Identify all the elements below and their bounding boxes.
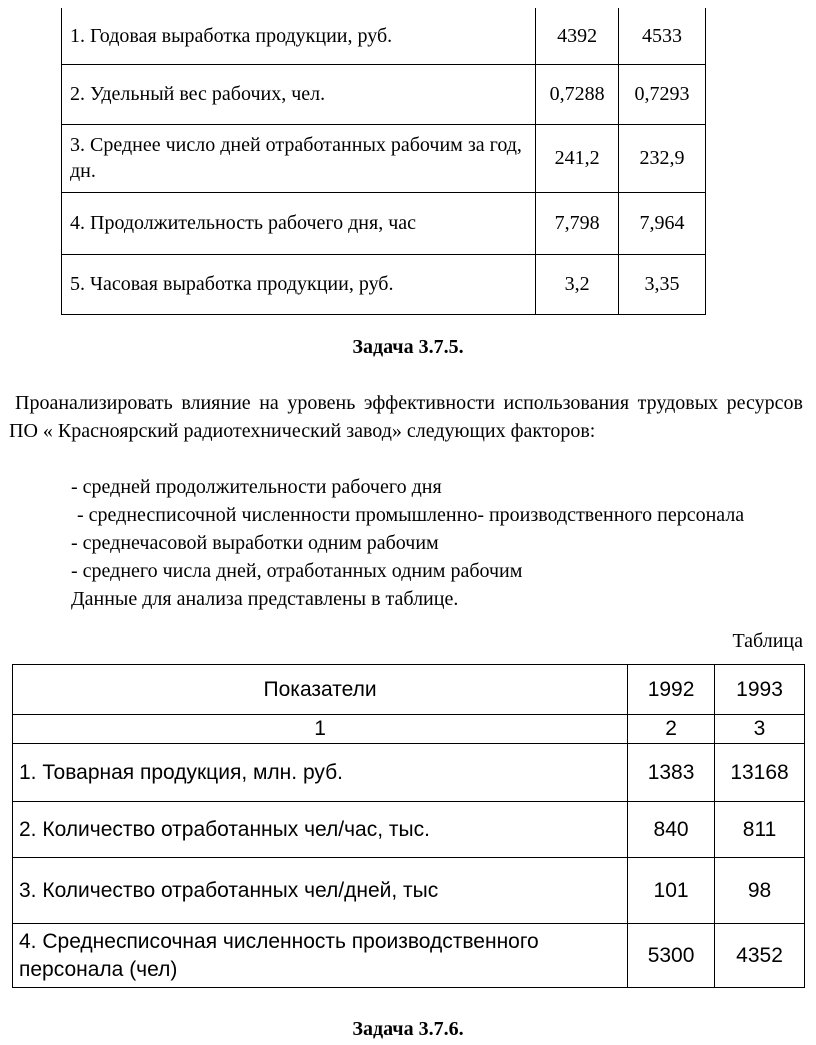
task-title: Задача 3.7.5. <box>352 336 464 358</box>
column-header: 1993 <box>715 665 805 715</box>
row-value: 0,7288 <box>536 64 619 124</box>
row-value: 98 <box>715 858 805 924</box>
row-value: 4352 <box>715 924 805 988</box>
row-value: 0,7293 <box>619 64 706 124</box>
row-value: 5300 <box>628 924 715 988</box>
row-label: 3. Среднее число дней отработанных рабочим за год, дн. <box>62 124 536 192</box>
row-value: 7,964 <box>619 192 706 254</box>
column-number-row <box>13 715 805 744</box>
list-item: - среднесписочной численности промышленно- производственного персонала <box>77 504 745 526</box>
row-value: 241,2 <box>536 124 619 192</box>
row-value: 3,2 <box>536 254 619 314</box>
list-item: - средней продолжительности рабочего дня <box>71 476 442 498</box>
row-value: 101 <box>628 858 715 924</box>
list-item: - среднего числа дней, отработанных одним рабочим <box>71 560 523 582</box>
table-row <box>62 124 706 192</box>
row-label: 4. Продолжительность рабочего дня, час <box>62 192 536 254</box>
list-item: - среднечасовой выработки одним рабочим <box>71 532 439 554</box>
row-label: 2. Количество отработанных чел/час, тыс. <box>13 802 628 858</box>
row-label: 1. Годовая выработка продукции, руб. <box>62 8 536 64</box>
task-title: Задача 3.7.6. <box>352 1018 464 1040</box>
table-row <box>62 192 706 254</box>
row-value: 3,35 <box>619 254 706 314</box>
row-value: 840 <box>628 802 715 858</box>
row-value: 811 <box>715 802 805 858</box>
row-value: 7,798 <box>536 192 619 254</box>
row-label: 3. Количество отработанных чел/дней, тыс <box>13 858 628 924</box>
table-row <box>13 858 805 924</box>
bottom-data-table <box>12 664 805 988</box>
table-caption: Таблица <box>732 630 803 652</box>
table-header-row <box>13 665 805 715</box>
column-number: 3 <box>715 715 805 744</box>
row-label: 4. Среднесписочная численность производственного персонала (чел) <box>13 924 628 988</box>
row-label: 5. Часовая выработка продукции, руб. <box>62 254 536 314</box>
table-row <box>13 924 805 988</box>
row-value: 13168 <box>715 744 805 802</box>
row-value: 4392 <box>536 8 619 64</box>
factor-list <box>65 473 805 613</box>
row-label: 2. Удельный вес рабочих, чел. <box>62 64 536 124</box>
table-row <box>62 8 706 64</box>
task-intro: Проанализировать влияние на уровень эффективности использования трудовых ресурсов ПО « Красноярский радиотехнический завод» следующих факторов: <box>9 392 803 442</box>
task-body <box>9 389 803 445</box>
row-value: 4533 <box>619 8 706 64</box>
table-row <box>62 254 706 314</box>
task-outro: Данные для анализа представлены в таблице. <box>71 588 459 610</box>
column-number: 2 <box>628 715 715 744</box>
column-header: 1992 <box>628 665 715 715</box>
row-label: 1. Товарная продукция, млн. руб. <box>13 744 628 802</box>
row-value: 1383 <box>628 744 715 802</box>
top-data-table <box>61 8 706 315</box>
table-row <box>13 802 805 858</box>
table-row <box>62 64 706 124</box>
row-value: 232,9 <box>619 124 706 192</box>
column-header: Показатели <box>13 665 628 715</box>
table-row <box>13 744 805 802</box>
column-number: 1 <box>13 715 628 744</box>
